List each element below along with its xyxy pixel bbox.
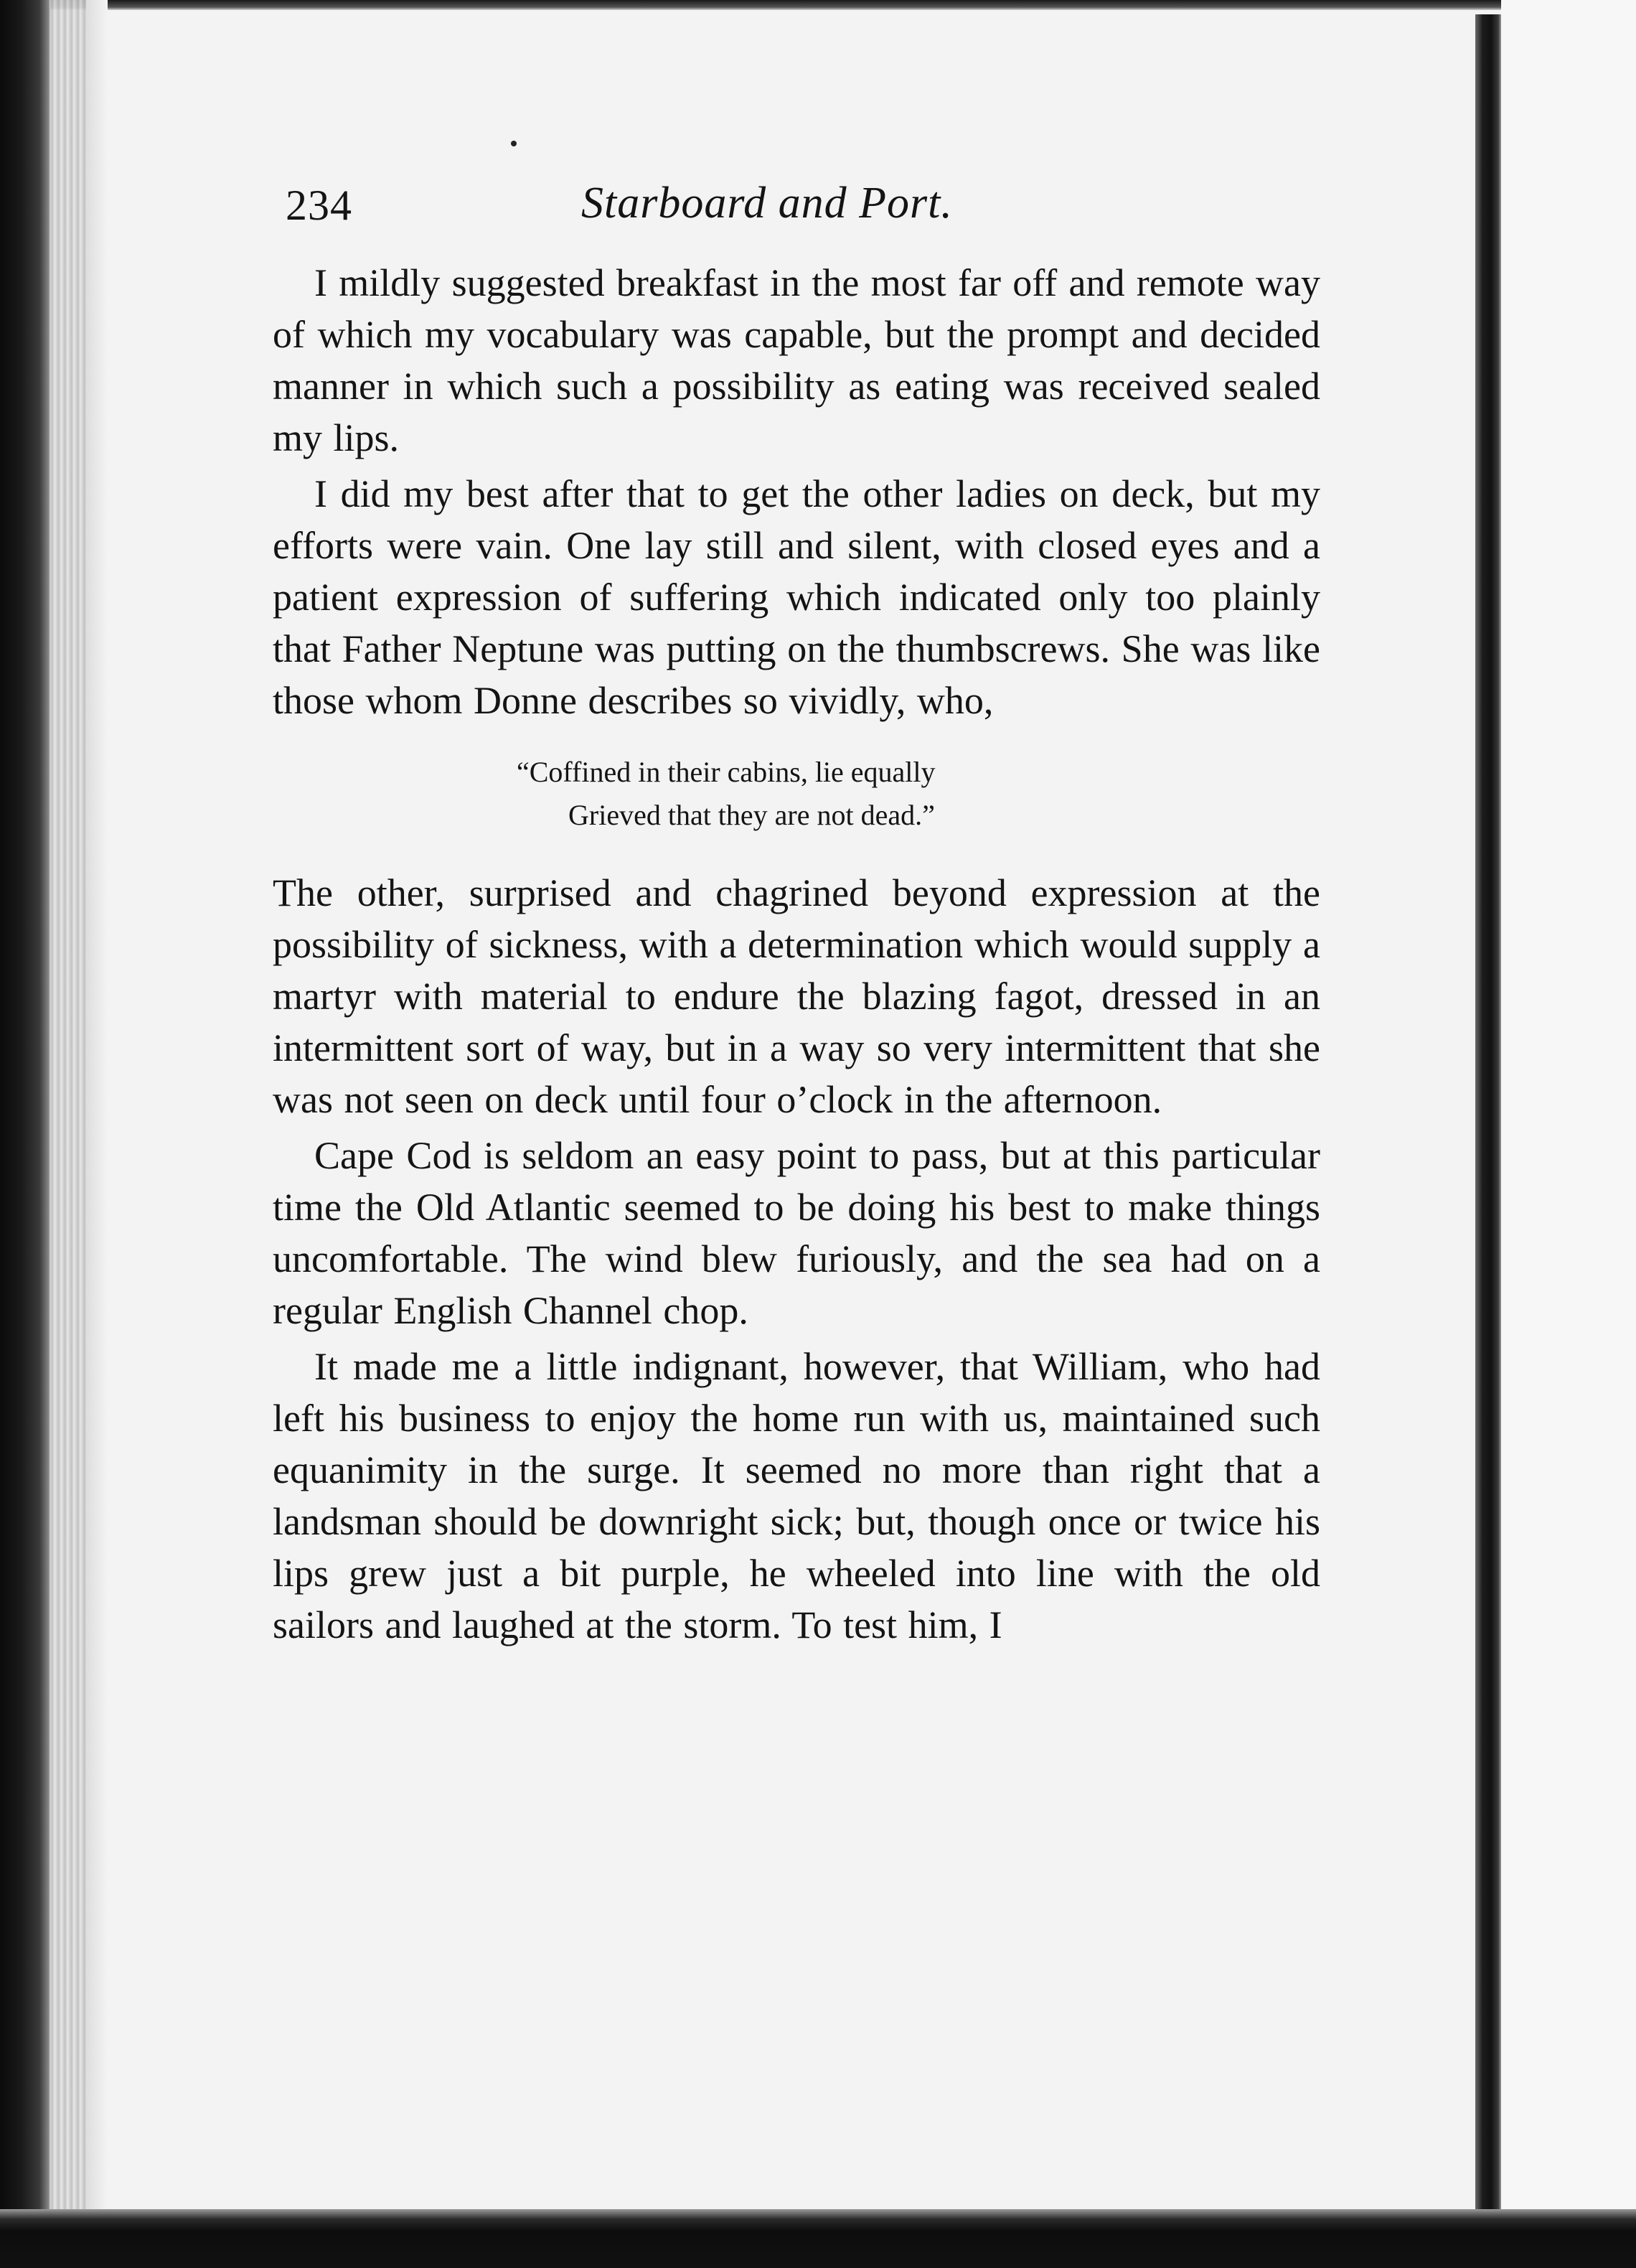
verse-line: Grieved that they are not dead.” [568, 799, 935, 831]
paragraph: It made me a little indignant, however, that William, who had left his business to enjoy the home run with us, maintained such equanimity in the surge. It seemed no more than right that a landsman should be downright sick; but, though once or twice his lips grew just a bit purple, he wheeled into line with the old sailors and laughed at the storm. To test him, I [273, 1345, 1320, 1646]
paragraph: Cape Cod is seldom an easy point to pass, but at this particular time the Old Atlantic seemed to be doing his best to make things uncomfortable. The wind blew furiously, and the sea had on a regular English Channel chop. [273, 1134, 1320, 1332]
paragraph: I did my best after that to get the other ladies on deck, but my efforts were vain. One lay still and silent, with closed eyes and a patient expression of suffering which indicated only too plainly that Father Neptune was putting on the thumbscrews. She was like those whom Donne describes so vividly, who, [273, 472, 1320, 722]
binding-shadow [86, 0, 108, 2268]
right-gutter-line [1475, 14, 1501, 2211]
running-head [273, 172, 1320, 237]
paragraph: I mildly suggested breakfast in the most far off and remote way of which my vocabulary was capable, but the prompt and decided manner in which such a possibility as eating was received sealed my lips. [273, 261, 1320, 459]
page-stack-edge [50, 0, 86, 2268]
facing-page-strip [1501, 0, 1636, 2268]
verse-line: “Coffined in their cabins, lie equally [517, 756, 936, 788]
scan-top-edge [0, 0, 1636, 10]
page-number: 234 [286, 182, 352, 229]
book-page [273, 172, 1320, 1655]
book-binding-edge [0, 0, 50, 2268]
verse-quotation [273, 751, 1320, 837]
ink-speck [511, 141, 517, 146]
paragraph: The other, surprised and chagrined beyond expression at the possibility of sickness, with a determination which would supply a martyr with material to endure the blazing fagot, dressed in an intermittent sort of way, but in a way so very intermittent that she was not seen on deck until four o’clock in the afternoon. [273, 871, 1320, 1121]
scan-bottom-edge [0, 2209, 1636, 2268]
running-title: Starboard and Port. [581, 179, 953, 228]
